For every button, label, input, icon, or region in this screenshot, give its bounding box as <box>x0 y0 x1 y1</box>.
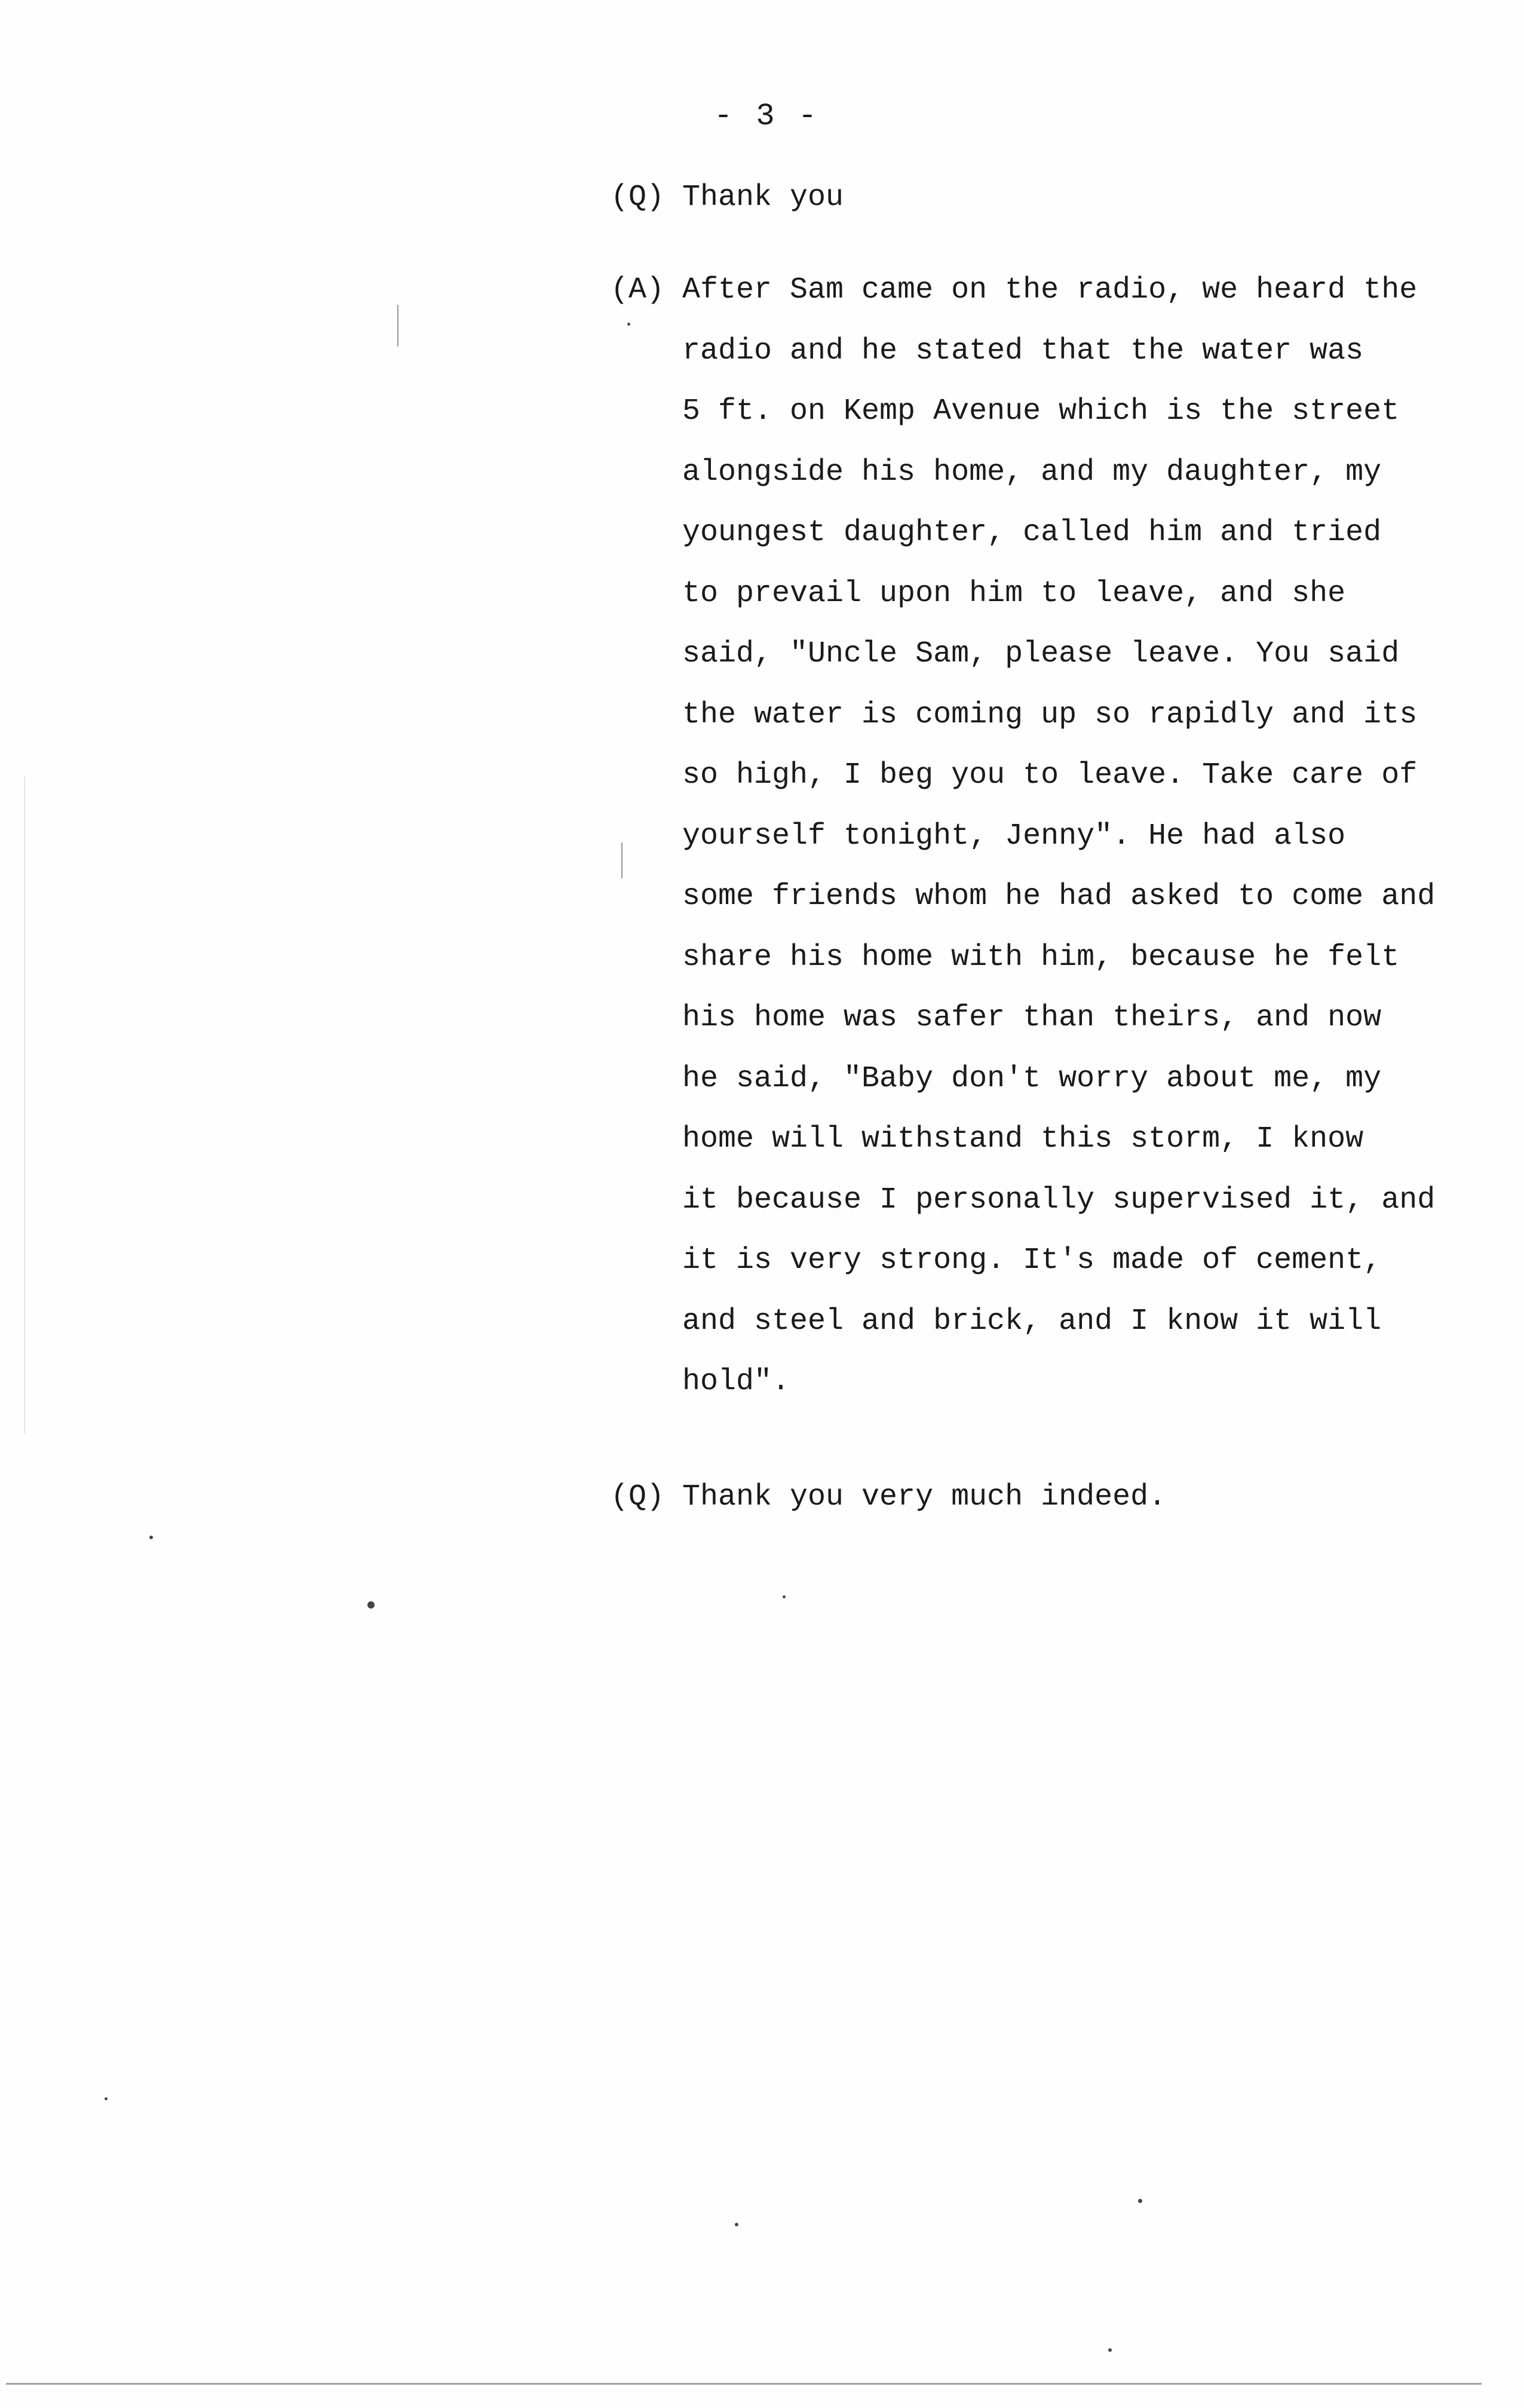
text-line: youngest daughter, called him and tried <box>682 516 1382 550</box>
text-line: it because I personally supervised it, and <box>682 1182 1436 1217</box>
answer-entry <box>611 260 1471 1399</box>
question-text <box>682 167 844 228</box>
text-line: Thank you very much indeed. <box>682 1480 1167 1514</box>
answer-text <box>682 260 1435 1413</box>
text-line: After Sam came on the radio, we heard the <box>682 273 1418 307</box>
text-line: he said, "Baby don't worry about me, my <box>682 1061 1382 1096</box>
text-line: alongside his home, and my daughter, my <box>682 455 1382 489</box>
text-line: Thank you <box>682 180 844 215</box>
text-line: radio and he stated that the water was <box>682 333 1364 368</box>
scan-speck <box>783 1595 786 1598</box>
scan-mark <box>621 843 623 878</box>
answer-marker: (A) <box>611 273 665 307</box>
page-number: - 3 - <box>714 99 820 134</box>
text-line: to prevail upon him to leave, and she <box>682 576 1346 611</box>
scan-speck <box>1138 2199 1142 2203</box>
text-line: said, "Uncle Sam, please leave. You said <box>682 637 1400 671</box>
text-line: 5 ft. on Kemp Avenue which is the street <box>682 394 1400 428</box>
scan-edge-line <box>6 2383 1482 2385</box>
text-line: his home was safer than theirs, and now <box>682 1001 1382 1035</box>
scan-speck <box>627 323 630 326</box>
scan-mark <box>397 305 398 347</box>
scan-mark <box>24 777 25 1434</box>
question-entry <box>611 1467 1447 1533</box>
text-line: yourself tonight, Jenny". He had also <box>682 819 1346 853</box>
text-line: share his home with him, because he felt <box>682 940 1400 975</box>
text-line: the water is coming up so rapidly and its <box>682 697 1418 732</box>
question-marker: (Q) <box>611 180 665 215</box>
question-marker: (Q) <box>611 1480 665 1514</box>
scan-speck <box>1108 2348 1112 2352</box>
scan-speck <box>149 1536 153 1539</box>
question-entry <box>611 167 1447 233</box>
text-line: home will withstand this storm, I know <box>682 1122 1364 1156</box>
text-line: hold". <box>682 1365 790 1399</box>
text-line: some friends whom he had asked to come and <box>682 880 1436 914</box>
text-line: so high, I beg you to leave. Take care of <box>682 758 1418 792</box>
scan-speck <box>735 2223 738 2226</box>
scan-speck <box>105 2097 108 2100</box>
question-text <box>682 1467 1166 1528</box>
text-line: it is very strong. It's made of cement, <box>682 1243 1382 1277</box>
scan-speck <box>367 1601 375 1609</box>
text-line: and steel and brick, and I know it will <box>682 1304 1382 1338</box>
